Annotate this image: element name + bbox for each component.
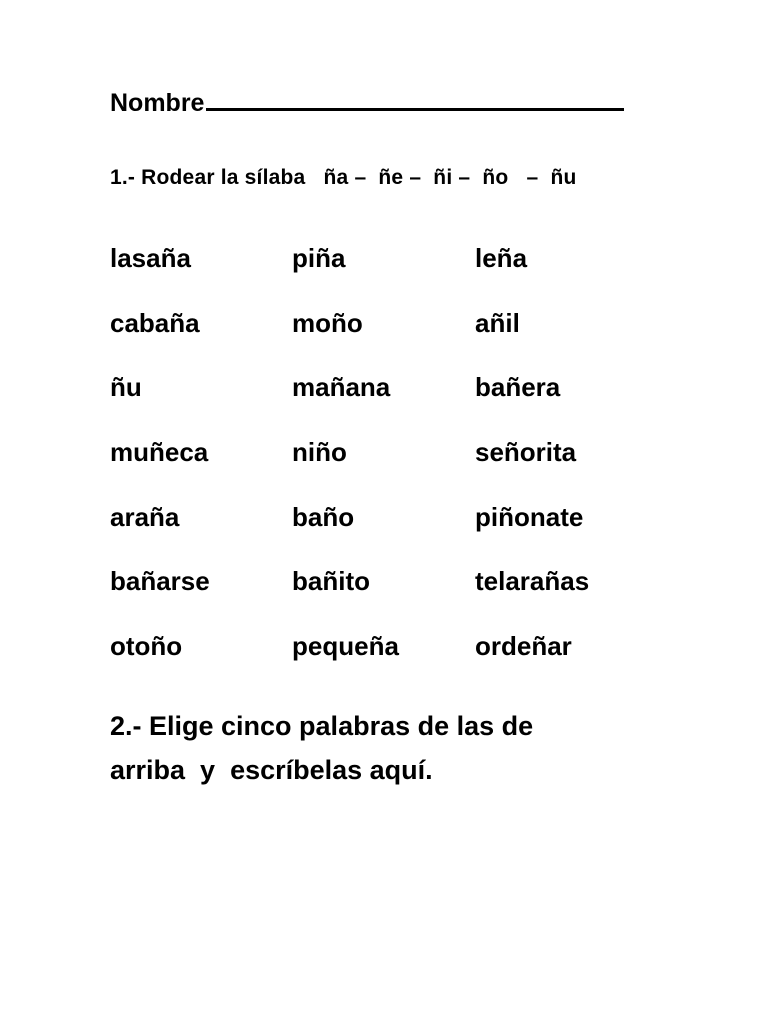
word: lasaña xyxy=(110,243,191,273)
word: piña xyxy=(292,243,346,273)
word-row xyxy=(110,436,670,501)
word: bañito xyxy=(292,566,370,597)
word: señorita xyxy=(475,437,577,468)
word: araña xyxy=(110,501,180,532)
exercise-2-line-2: arriba y escríbelas aquí. xyxy=(110,755,433,785)
word: ordeñar xyxy=(475,631,572,662)
word: niño xyxy=(292,437,347,468)
word: telarañas xyxy=(475,566,590,597)
name-blank-line[interactable] xyxy=(206,88,624,111)
word: leña xyxy=(475,243,528,273)
word: pequeña xyxy=(292,631,399,662)
exercise-2-instruction xyxy=(110,704,533,792)
word: cabaña xyxy=(110,307,200,338)
word: moño xyxy=(292,307,363,338)
name-field xyxy=(110,88,624,118)
word-grid xyxy=(110,242,670,695)
word-row xyxy=(110,565,670,630)
word-row xyxy=(110,630,670,695)
word: piñonate xyxy=(475,501,584,532)
word-row xyxy=(110,242,670,307)
word: bañera xyxy=(475,372,561,403)
word: ñu xyxy=(110,372,142,403)
word-row xyxy=(110,307,670,372)
word: bañarse xyxy=(110,566,210,597)
exercise-1-instruction: 1.- Rodear la sílaba ña – ñe – ñi – ño – ñu xyxy=(110,166,577,189)
word-row xyxy=(110,371,670,436)
word: baño xyxy=(292,501,355,532)
word: muñeca xyxy=(110,437,209,468)
word: mañana xyxy=(292,372,391,403)
word: otoño xyxy=(110,631,183,662)
word-row xyxy=(110,501,670,566)
word: añil xyxy=(475,307,520,338)
exercise-2-line-1: 2.- Elige cinco palabras de las de xyxy=(110,711,534,741)
name-label: Nombre xyxy=(110,89,205,117)
